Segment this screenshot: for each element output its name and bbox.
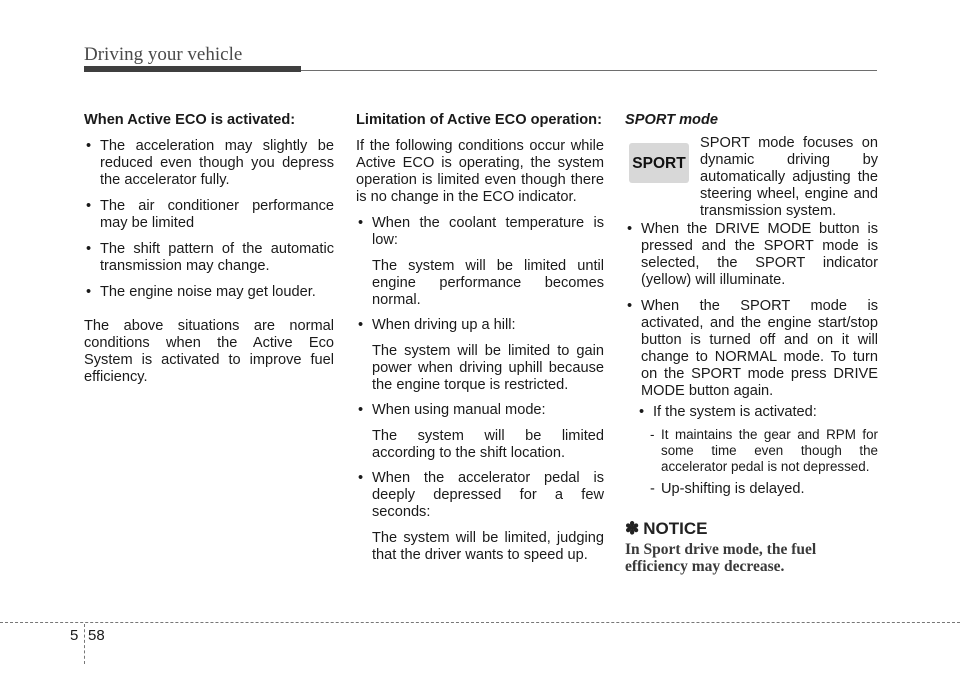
chapter-number: 5 <box>70 627 79 644</box>
page-number: 58 <box>88 627 105 644</box>
sport-mode-icon: SPORT <box>629 143 689 183</box>
section-heading: SPORT mode <box>625 112 718 128</box>
footer-rule <box>0 622 960 623</box>
list-item: • When the coolant temperature is low: <box>356 215 604 249</box>
list-item: • The engine noise may get louder. <box>84 284 334 301</box>
notice-title: NOTICE <box>643 519 708 538</box>
list-item: • The shift pattern of the automatic transmission may change. <box>84 241 334 275</box>
paragraph: SPORT mode focuses on dynamic driving by automatically adjusting the steering wheel, engine and transmission system. <box>700 135 878 219</box>
sub-list-item: • If the system is activated: <box>625 404 878 421</box>
list-item-detail: The system will be limited to gain power when driving uphill because the engine torque is restricted. <box>372 343 604 393</box>
list-item: • When the DRIVE MODE button is pressed and the SPORT mode is selected, the SPORT indicator (yellow) will illuminate. <box>625 221 878 289</box>
section-heading: Limitation of Active ECO operation: <box>356 112 602 128</box>
footer-divider <box>84 624 85 664</box>
header-rule <box>301 70 877 71</box>
list-item: • When driving up a hill: <box>356 317 604 334</box>
dash-item: - It maintains the gear and RPM for some time even though the accelerator pedal is not depressed. <box>625 427 878 475</box>
paragraph: The above situations are normal conditions when the Active Eco System is activated to improve fuel efficiency. <box>84 318 334 385</box>
list-item: • When the SPORT mode is activated, and the engine start/stop button is turned off and on it will change to NORMAL mode. To turn on the SPORT mode press DRIVE MODE button again. <box>625 298 878 400</box>
notice-text: In Sport drive mode, the fuel efficiency may decrease. <box>625 541 817 575</box>
list-item-detail: The system will be limited according to the shift location. <box>372 428 604 461</box>
section-heading: When Active ECO is activated: <box>84 112 296 128</box>
column-active-eco <box>84 112 334 386</box>
list-item: • When using manual mode: <box>356 402 604 419</box>
list-item-detail: The system will be limited, judging that the driver wants to speed up. <box>372 530 604 563</box>
column-sport-mode <box>625 112 878 575</box>
list-item-detail: The system will be limited until engine performance becomes normal. <box>372 258 604 308</box>
paragraph: If the following conditions occur while Active ECO is operating, the system operation is limited even though there is no change in the ECO indicator. <box>356 138 604 205</box>
dash-item: - Up-shifting is delayed. <box>625 481 878 498</box>
sport-intro <box>625 135 878 219</box>
column-limitations <box>356 112 604 572</box>
header-bar <box>84 66 301 72</box>
notice-heading <box>625 520 878 537</box>
list-item: • When the accelerator pedal is deeply depressed for a few seconds: <box>356 470 604 521</box>
page-header-title: Driving your vehicle <box>84 44 243 65</box>
list-item: • The acceleration may slightly be reduced even though you depress the accelerator fully. <box>84 138 334 189</box>
list-item: • The air conditioner performance may be limited <box>84 198 334 232</box>
notice-icon: ✽ <box>625 519 640 538</box>
